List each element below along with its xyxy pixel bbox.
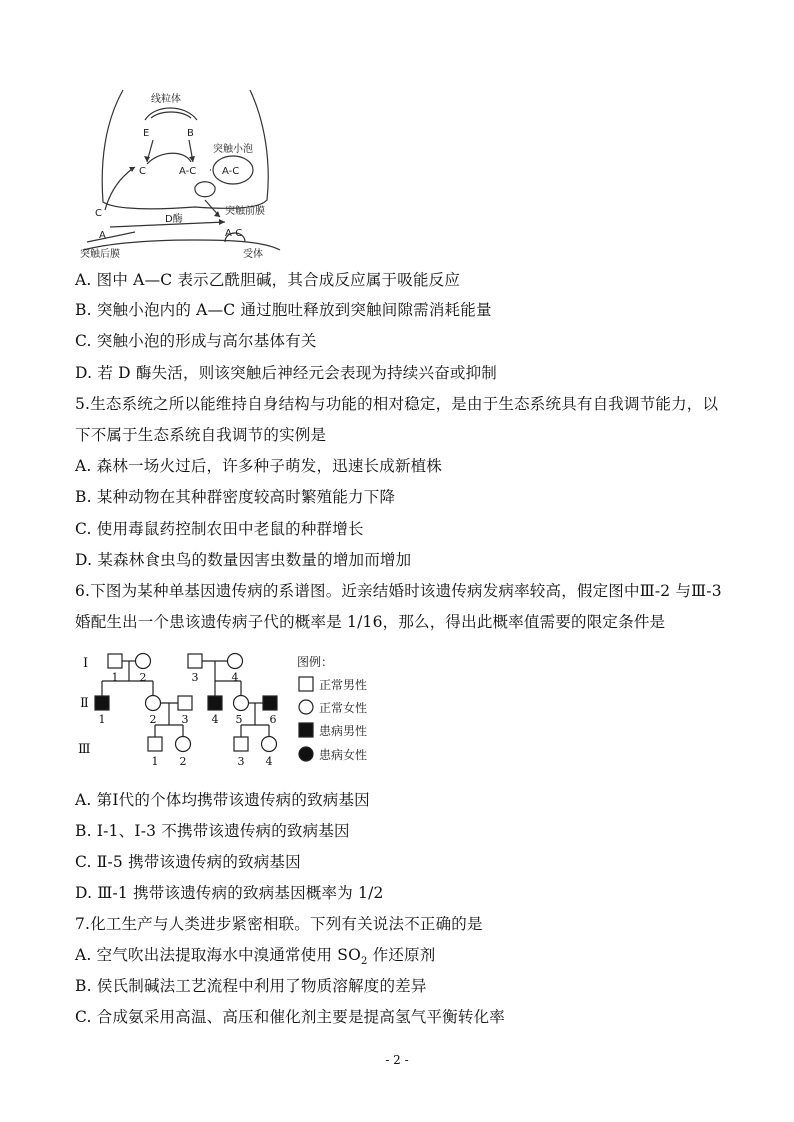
gen2-ind-3 bbox=[178, 696, 192, 710]
gen2-num-1: 1 bbox=[98, 713, 106, 726]
page-number: - 2 - bbox=[385, 1053, 409, 1067]
legend-affected-male-symbol bbox=[299, 723, 313, 737]
label-postsynaptic: 突触后膜 bbox=[80, 249, 120, 260]
label-a-left: A bbox=[99, 230, 106, 241]
q5-stem-line2: 下不属于生态系统自我调节的实例是 bbox=[75, 426, 327, 444]
q6-option-b: B. Ⅰ-1、Ⅰ-3 不携带该遗传病的致病基因 bbox=[75, 822, 350, 840]
legend-affected-male: 患病男性 bbox=[319, 724, 368, 738]
legend-normal-female-symbol bbox=[299, 700, 313, 714]
gen3-ind-1 bbox=[148, 737, 162, 751]
q4-option-b: B. 突触小泡内的 A—C 通过胞吐释放到突触间隙需消耗能量 bbox=[75, 301, 492, 319]
gen2-ind-4 bbox=[208, 696, 222, 710]
gen1-num-1: 1 bbox=[111, 671, 119, 684]
label-receptor: 受体 bbox=[243, 249, 263, 260]
gen3-ind-2 bbox=[176, 737, 191, 752]
gen3-ind-4 bbox=[262, 737, 277, 752]
label-c-top: C bbox=[139, 166, 146, 177]
q5-option-d: D. 某森林食虫鸟的数量因害虫数量的增加而增加 bbox=[75, 551, 412, 569]
gen3-ind-3 bbox=[234, 737, 248, 751]
q6-option-a: A. 第Ⅰ代的个体均携带该遗传病的致病基因 bbox=[75, 791, 370, 809]
q4-option-a: A. 图中 A—C 表示乙酰胆碱，其合成反应属于吸能反应 bbox=[75, 271, 461, 289]
gen3-num-3: 3 bbox=[237, 755, 245, 768]
q6-stem-line1: 6.下图为某种单基因遗传病的系谱图。近亲结婚时该遗传病发病率较高，假定图中Ⅲ-2 与Ⅲ-3 bbox=[75, 582, 722, 600]
q7-option-a-subscript: 2 bbox=[361, 956, 368, 968]
legend-affected-female: 患病女性 bbox=[319, 748, 368, 762]
gen1-ind-4 bbox=[228, 654, 243, 669]
pedigree-chart bbox=[75, 650, 395, 775]
q4-option-c: C. 突触小泡的形成与高尔基体有关 bbox=[75, 332, 317, 350]
label-c-left: C bbox=[95, 208, 102, 219]
legend-normal-male: 正常男性 bbox=[319, 678, 368, 692]
label-ac-bottom: A-C bbox=[225, 228, 243, 239]
legend-title: 图例： bbox=[297, 655, 334, 669]
gen2-num-6: 6 bbox=[269, 713, 277, 726]
gen2-num-4: 4 bbox=[211, 713, 219, 726]
q6-stem-line2: 婚配生出一个患该遗传病子代的概率是 1/16，那么，得出此概率值需要的限定条件是 bbox=[75, 613, 666, 631]
q6-option-c: C. Ⅱ-5 携带该遗传病的致病基因 bbox=[75, 853, 301, 871]
q7-option-a-suffix: 作还原剂 bbox=[367, 946, 436, 964]
gen1-ind-2 bbox=[136, 654, 151, 669]
legend-affected-female-symbol bbox=[299, 747, 313, 761]
legend-normal-female: 正常女性 bbox=[319, 701, 368, 715]
gen3-num-4: 4 bbox=[265, 755, 273, 768]
label-vesicle: 突触小泡 bbox=[213, 144, 253, 155]
q7-option-b: B. 侯氏制碱法工艺流程中利用了物质溶解度的差异 bbox=[75, 977, 427, 995]
label-vesicle-content: A-C bbox=[222, 166, 240, 177]
gen2-ind-6 bbox=[263, 696, 277, 710]
q5-option-b: B. 某种动物在其种群密度较高时繁殖能力下降 bbox=[75, 488, 396, 506]
gen1-num-4: 4 bbox=[231, 671, 239, 684]
label-presynaptic: 突触前膜 bbox=[225, 206, 265, 217]
q7-option-a bbox=[75, 944, 436, 973]
gen2-ind-1 bbox=[95, 696, 109, 710]
label-ac-mid: A-C bbox=[179, 166, 197, 177]
label-e: E bbox=[143, 128, 150, 139]
gen-label-3: Ⅲ bbox=[78, 742, 91, 757]
q6-option-d: D. Ⅲ-1 携带该遗传病的致病基因概率为 1/2 bbox=[75, 884, 384, 902]
gen2-num-2: 2 bbox=[149, 713, 157, 726]
q5-stem-line1: 5.生态系统之所以能维持自身结构与功能的相对稳定，是由于生态系统具有自我调节能力，以 bbox=[75, 395, 719, 413]
gen-label-2: Ⅱ bbox=[80, 696, 89, 711]
gen1-ind-1 bbox=[108, 654, 122, 668]
gen3-num-1: 1 bbox=[151, 755, 159, 768]
q7-option-a-prefix: A. 空气吹出法提取海水中溴通常使用 SO bbox=[75, 946, 362, 964]
q4-option-d: D. 若 D 酶失活，则该突触后神经元会表现为持续兴奋或抑制 bbox=[75, 364, 498, 382]
q7-stem: 7.化工生产与人类进步紧密相联。下列有关说法不正确的是 bbox=[75, 915, 483, 933]
q5-option-c: C. 使用毒鼠药控制农田中老鼠的种群增长 bbox=[75, 520, 364, 538]
gen3-num-2: 2 bbox=[179, 755, 187, 768]
gen2-ind-5 bbox=[234, 696, 249, 711]
gen2-ind-2 bbox=[146, 696, 161, 711]
gen1-num-3: 3 bbox=[191, 671, 199, 684]
q5-option-a: A. 森林一场火过后，许多种子萌发，迅速长成新植株 bbox=[75, 457, 443, 475]
label-enzyme: D酶 bbox=[165, 214, 183, 225]
gen2-num-3: 3 bbox=[181, 713, 189, 726]
gen1-ind-3 bbox=[188, 654, 202, 668]
gen2-num-5: 5 bbox=[235, 713, 243, 726]
synapse-diagram bbox=[75, 82, 295, 260]
label-b: B bbox=[187, 128, 194, 139]
legend-normal-male-symbol bbox=[299, 677, 313, 691]
gen1-num-2: 2 bbox=[139, 671, 147, 684]
gen-label-1: Ⅰ bbox=[83, 656, 89, 671]
label-mitochondria: 线粒体 bbox=[151, 94, 181, 105]
q7-option-c: C. 合成氨采用高温、高压和催化剂主要是提高氢气平衡转化率 bbox=[75, 1008, 505, 1026]
